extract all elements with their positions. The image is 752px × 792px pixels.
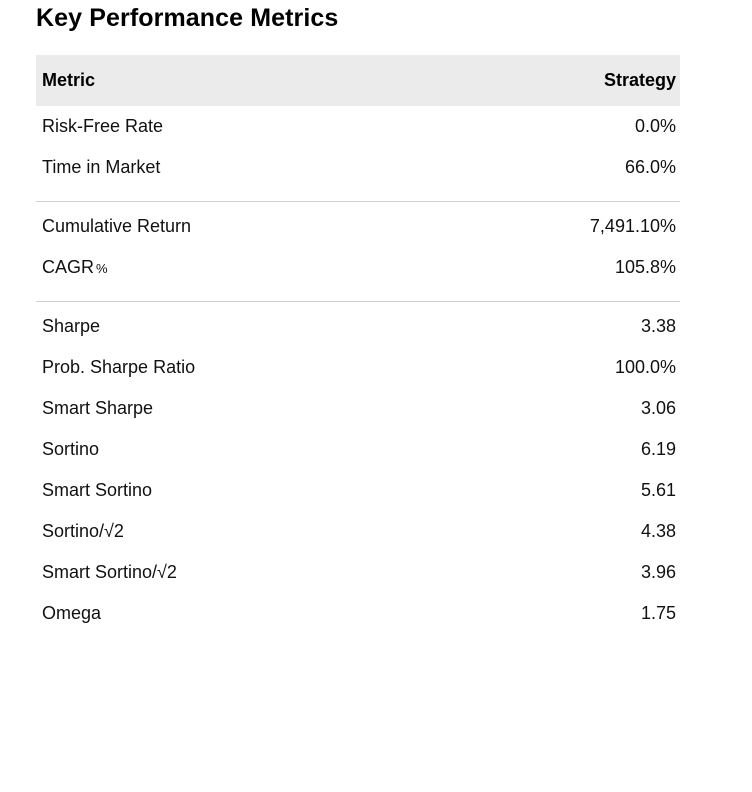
table-row (36, 147, 680, 188)
metric-value: 1.75 (640, 603, 676, 623)
key-performance-metrics-table (36, 55, 680, 634)
table-row (36, 470, 680, 511)
metric-value: 3.06 (640, 398, 676, 418)
metric-label-text: CAGR (42, 257, 95, 277)
table-header-row (36, 55, 680, 106)
metric-label: Sharpe (42, 316, 101, 336)
table-row (36, 306, 680, 347)
metric-value: 4.38 (640, 521, 676, 541)
metric-value: 100.0% (614, 357, 676, 377)
table-row (36, 593, 680, 634)
column-header-metric: Metric (36, 55, 358, 106)
section-divider-cell (36, 188, 680, 206)
table-row (36, 429, 680, 470)
table-body (36, 106, 680, 634)
metric-label-suffix: % (96, 261, 108, 276)
metric-label (36, 247, 358, 288)
metric-value: 5.61 (640, 480, 676, 500)
metric-label: Smart Sharpe (42, 398, 154, 418)
section-divider (36, 288, 680, 306)
metric-value: 105.8% (614, 257, 676, 277)
page-title: Key Performance Metrics (36, 4, 339, 32)
table-header (36, 55, 680, 106)
divider-rule (36, 301, 680, 302)
metric-label: Sortino/√2 (42, 521, 124, 541)
metric-value: 66.0% (624, 157, 676, 177)
section-divider-cell (36, 288, 680, 306)
table-row (36, 206, 680, 247)
metric-label: Time in Market (42, 157, 161, 177)
metric-value: 3.96 (640, 562, 676, 582)
table-row (36, 247, 680, 288)
table-row (36, 388, 680, 429)
table-row (36, 552, 680, 593)
metric-label: Sortino (42, 439, 100, 459)
metric-value: 6.19 (640, 439, 676, 459)
metric-value: 0.0% (634, 116, 676, 136)
metric-label: Omega (42, 603, 102, 623)
metric-label: Smart Sortino/√2 (42, 562, 177, 582)
column-header-strategy: Strategy (358, 55, 680, 106)
metric-label: Prob. Sharpe Ratio (42, 357, 196, 377)
table-row (36, 106, 680, 147)
metric-label: Risk-Free Rate (42, 116, 164, 136)
divider-rule (36, 201, 680, 202)
metric-value: 3.38 (640, 316, 676, 336)
table-row (36, 511, 680, 552)
metric-label: Cumulative Return (42, 216, 192, 236)
section-divider (36, 188, 680, 206)
table-row (36, 347, 680, 388)
metric-value: 7,491.10% (589, 216, 676, 236)
metric-label: Smart Sortino (42, 480, 153, 500)
